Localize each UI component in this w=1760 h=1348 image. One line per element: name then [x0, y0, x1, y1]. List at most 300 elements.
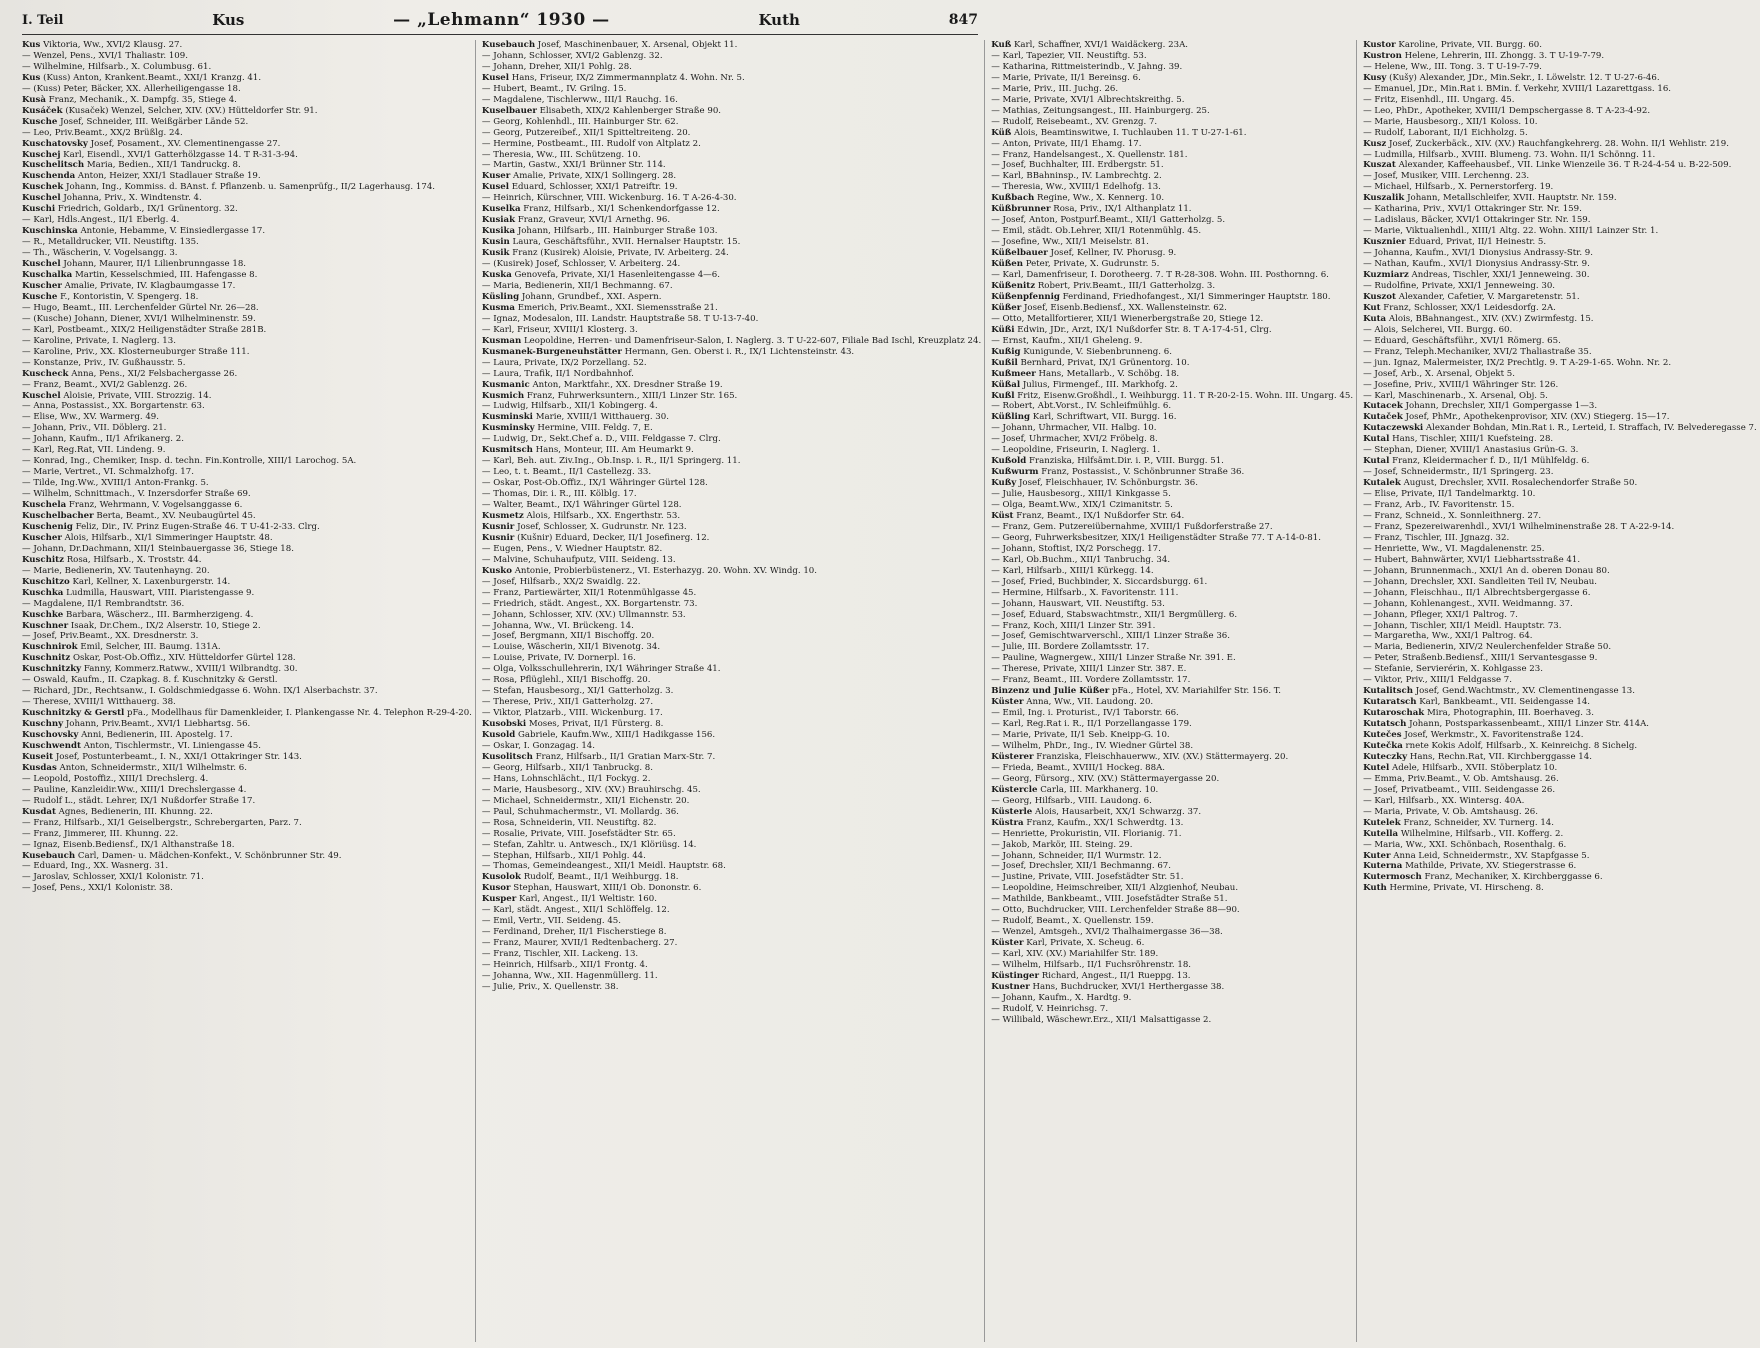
entry-details: — Julie, III. Bordere Zollamtsstr. 17. [991, 642, 1150, 653]
entry-details: — Mathias, Zeitungsangest., III. Hainburgerg. 25. [991, 105, 1210, 116]
entry-surname: Kuteczky [1363, 751, 1408, 762]
directory-entry [1363, 807, 1757, 818]
entry-details: — Ludwig, Hilfsarb., XII/1 Kobingerg. 4. [481, 401, 658, 412]
directory-entry [22, 741, 472, 752]
entry-surname: Kuska [481, 270, 512, 281]
directory-entry [991, 226, 1353, 237]
entry-details: — Wenzel, Amtsgeh., XVI/2 Thalhaimergasse 36—38. [991, 927, 1223, 938]
entry-details: — Helene, Ww., III. Tong. 3. T U-19-7-79. [1363, 61, 1542, 72]
entry-details: — Wilhelm, Hilfsarb., II/1 Fuchsröhrenstr. 18. [991, 960, 1192, 971]
entry-details: — Hubert, Bahnwärter, XVI/1 Liebhartsstraße 41. [1363, 554, 1581, 565]
directory-entry [482, 215, 981, 226]
entry-details: — Johann, Kohlenangest., XVII. Weidmanng. 37. [1363, 598, 1573, 609]
directory-entry [482, 139, 981, 150]
entry-details: — Frieda, Beamt., XVIII/1 Hockeg. 88A. [991, 762, 1166, 773]
entry-surname: Kutal [1363, 434, 1390, 445]
entry-details: Laura, Geschäftsführ., XVII. Hernalser Hauptstr. 15. [512, 237, 741, 248]
entry-details: — Stephan, Hilfsarb., XII/1 Pohlg. 44. [481, 850, 646, 861]
entry-surname: Kuseit [22, 751, 54, 762]
entry-details: Rosa, Hilfsarb., X. Troststr. 44. [66, 554, 202, 565]
entry-surname: Kuth [1363, 883, 1387, 894]
entry-surname: Küsling [481, 291, 520, 302]
directory-entry [482, 851, 981, 862]
directory-entry [22, 401, 472, 412]
directory-entry [482, 938, 981, 949]
directory-entry [1363, 522, 1757, 533]
directory-entry [1363, 741, 1757, 752]
entry-surname: Kusmetz [481, 510, 524, 521]
directory-entry [482, 248, 981, 259]
entry-details: Josef, Schlosser, X. Gudrunstr. Nr. 123. [517, 521, 687, 532]
directory-entry [991, 391, 1353, 402]
directory-entry [22, 883, 472, 894]
entry-details: — Richard, JDr., Rechtsanw., I. Goldschmiedgasse 6. Wohn. IX/1 Alserbachstr. 37. [22, 686, 378, 697]
entry-details: — Michael, Hilfsarb., X. Pernerstorferg. 19. [1363, 182, 1554, 193]
directory-entry [991, 752, 1353, 763]
entry-details: Alois, BBahnangest., XIV. (XV.) Zwirmfestg. 15. [1388, 313, 1594, 324]
entry-details: Johann, Metallschleifer, XVII. Hauptstr. Nr. 159. [1407, 193, 1617, 204]
entry-details: — Johann, Priv., VII. Döblerg. 21. [22, 423, 167, 434]
entry-details: — Franz, Spezereiwarenhdl., XVI/1 Wilhelminenstraße 28. T A-22-9-14. [1363, 521, 1675, 532]
directory-entry [991, 533, 1353, 544]
directory-entry [991, 621, 1353, 632]
entry-details: — Franz, Beamt., III. Vordere Zollamtsstr. 17. [991, 675, 1191, 686]
entry-details: — Marie, Private, II/1 Seb. Kneipp-G. 10. [991, 730, 1170, 741]
directory-entry [991, 829, 1353, 840]
entry-details: Andreas, Tischler, XXI/1 Jenneweing. 30. [1411, 270, 1590, 281]
directory-entry [482, 796, 981, 807]
entry-details: — Jaroslav, Schlosser, XXI/1 Kolonistr. 71. [22, 872, 204, 883]
directory-entry [22, 621, 472, 632]
entry-details: — Rosa, Schneiderin, VII. Neustiftg. 82. [481, 817, 657, 828]
directory-entry [991, 741, 1353, 752]
entry-details: — (Kuss) Peter, Bäcker, XX. Allerheiligengasse 18. [22, 83, 241, 94]
directory-entry [1363, 171, 1757, 182]
directory-entry [1363, 215, 1757, 226]
directory-entry [482, 840, 981, 851]
entry-details: Josef, Eisenb.Bediensf., XX. Wallensteinstr. 62. [1023, 302, 1227, 313]
entry-details: — Mathilde, Bankbeamt., VIII. Josefstädter Straße 51. [991, 894, 1228, 905]
directory-entry [991, 445, 1353, 456]
directory-entry [22, 215, 472, 226]
directory-entry [1363, 686, 1757, 697]
entry-details: — Maria, Bedienerin, XII/1 Bechmanng. 67. [481, 280, 673, 291]
entry-details: — Viktor, Platzarb., VIII. Wickenburg. 17. [481, 708, 663, 719]
entry-surname: Kuscher [22, 532, 62, 543]
directory-entry [991, 51, 1353, 62]
entry-details: Isaak, Dr.Chem., IX/2 Alserstr. 10, Stiege 2. [70, 620, 261, 631]
entry-details: — Ignaz, Eisenb.Bediensf., IX/1 Althanstraße 18. [22, 839, 235, 850]
entry-surname: Kutatsch [1363, 719, 1407, 730]
entry-surname: Kusmitsch [481, 445, 533, 456]
entry-details: Josef, Gend.Wachtmstr., XV. Clementinengasse 13. [1415, 686, 1635, 697]
directory-entry [991, 982, 1353, 993]
entry-details: — Marie, Hausbesorg., XIV. (XV.) Brauhirschg. 45. [481, 784, 701, 795]
directory-entry [22, 686, 472, 697]
directory-entry [482, 347, 981, 358]
entry-details: — Hans, Lohnschlächt., II/1 Fockyg. 2. [481, 773, 651, 784]
entry-surname: Küster [991, 697, 1024, 708]
entry-details: — Karl, BBahninsp., IV. Lambrechtg. 2. [991, 171, 1162, 182]
directory-entry [22, 555, 472, 566]
directory-entry [22, 500, 472, 511]
entry-surname: Kuschwendt [22, 741, 81, 751]
entry-details: — Johann, Pfleger, XXI/1 Paltrog. 7. [1363, 609, 1518, 620]
entry-surname: Küsterle [991, 806, 1033, 817]
entry-details: Josef, Werkmstr., X. Favoritenstraße 124. [1404, 730, 1584, 741]
entry-details: — Josef, Fried, Buchbinder, X. Siccardsburgg. 61. [991, 576, 1208, 587]
entry-details: Alexander, Kaffeehausbef., VII. Linke Wienzeile 36. T R-24-4-54 u. B-22-509. [1398, 160, 1732, 171]
entry-details: — Leo, PhDr., Apotheker, XVIII/1 Dempschergasse 8. T A-23-4-92. [1363, 105, 1651, 116]
directory-entry [991, 599, 1353, 610]
directory-entry [482, 653, 981, 664]
entry-details: Antonie, Probierbüstenerz., VI. Esterhazyg. 20. Wohn. XV. Windg. 10. [514, 565, 818, 576]
entry-details: Karl, Angest., II/1 Weltistr. 160. [519, 894, 657, 905]
directory-entry [22, 533, 472, 544]
directory-entry [1363, 281, 1757, 292]
entry-details: — Heinrich, Kürschner, VIII. Wickenburg. 16. T A-26-4-30. [481, 193, 737, 204]
directory-entry [1363, 818, 1757, 829]
entry-details: — Franz, Arb., IV. Favoritenstr. 15. [1363, 500, 1515, 511]
entry-details: — Franz, Schneid., X. Sonnleithnerg. 27. [1363, 510, 1542, 521]
directory-entry [22, 851, 472, 862]
directory-entry [482, 380, 981, 391]
entry-surname: Kusmanic [481, 379, 530, 390]
entry-details: Johann, Postsparkassenbeamt., XIII/1 Linzer Str. 414A. [1409, 719, 1650, 730]
entry-details: — Karoline, Private, I. Naglerg. 13. [22, 335, 176, 346]
entry-details: Ludmilla, Hauswart, VIII. Piaristengasse 9. [66, 587, 255, 598]
entry-surname: Kutermosch [1363, 872, 1422, 883]
entry-details: — Johann, Dreher, XII/1 Pohlg. 28. [481, 61, 632, 72]
entry-details: — Emil, Vertr., VII. Seideng. 45. [481, 916, 621, 927]
directory-entry [22, 785, 472, 796]
entry-details: — Marie, Viktualienhdl., XIII/1 Altg. 22. Wohn. XIII/1 Lainzer Str. 1. [1363, 226, 1659, 237]
entry-details: — Otto, Buchdrucker, VIII. Lerchenfelder Straße 88—90. [991, 905, 1240, 916]
directory-entry [482, 325, 981, 336]
entry-details: — Justine, Private, VIII. Josefstädter Str. 51. [991, 872, 1184, 883]
entry-details: Agnes, Bedienerin, III. Khunng. 22. [58, 806, 213, 817]
directory-entry [1363, 237, 1757, 248]
entry-surname: Kutaczewski [1363, 423, 1424, 434]
entry-surname: Kutečes [1363, 730, 1402, 741]
entry-details: — Leopold, Postoffiz., XIII/1 Drechslerg. 4. [22, 773, 209, 784]
entry-details: — Katharina, Priv., XVI/1 Ottakringer Str. Nr. 159. [1363, 204, 1582, 215]
entry-surname: Küßenitz [991, 280, 1036, 291]
directory-entry [22, 160, 472, 171]
directory-entry [1363, 95, 1757, 106]
entry-surname: Kusor [481, 883, 511, 894]
entry-details: Franziska, Hilfsämt.Dir. i. P., VIII. Burgg. 51. [1029, 456, 1224, 467]
entry-surname: Kutaratsch [1363, 697, 1417, 708]
entry-surname: Kutelek [1363, 817, 1401, 828]
directory-entry [482, 686, 981, 697]
entry-details: — Josef, Anton, Postpurf.Beamt., XII/1 Gatterholzg. 5. [991, 215, 1226, 226]
directory-entry [991, 423, 1353, 434]
directory-entry [991, 653, 1353, 664]
entry-details: — Georg, Kohlenhdl., III. Hainburger Str. 62. [481, 116, 679, 127]
directory-entry [22, 763, 472, 774]
directory-entry [1363, 369, 1757, 380]
directory-entry [482, 785, 981, 796]
entry-details: Franz, Postassist., V. Schönbrunner Straße 36. [1041, 467, 1245, 478]
entry-details: — Peter, Straßenb.Bediensf., XIII/1 Servantesgasse 9. [1363, 653, 1598, 664]
entry-details: Alois, Beamtinswitwe, I. Tuchlauben 11. T U-27-1-61. [1013, 127, 1247, 138]
directory-entry [991, 193, 1353, 204]
directory-entry [482, 522, 981, 533]
entry-surname: Kusdas [22, 762, 57, 773]
entry-details: — Pauline, Wagnergew., XIII/1 Linzer Straße Nr. 391. E. [991, 653, 1236, 664]
directory-entry [991, 84, 1353, 95]
entry-details: — Eugen, Pens., V. Wiedner Hauptstr. 82. [481, 543, 663, 554]
entry-details: Hermine, VIII. Feldg. 7, E. [537, 423, 653, 434]
directory-entry [482, 511, 981, 522]
directory-entry [1363, 434, 1757, 445]
directory-entry [482, 829, 981, 840]
entry-details: — Henriette, Ww., VI. Magdalenenstr. 25. [1363, 543, 1545, 554]
directory-entry [1363, 270, 1757, 281]
directory-entry [22, 861, 472, 872]
entry-details: Kunigunde, V. Siebenbrunneng. 6. [1023, 346, 1172, 357]
entry-details: — Maria, Ww., XXI. Schönbach, Rosenthalg. 6. [1363, 839, 1567, 850]
directory-entry [482, 610, 981, 621]
entry-details: Karl, Private, X. Scheug. 6. [1026, 938, 1145, 949]
entry-details: — Fritz, Eisenhdl., III. Ungarg. 45. [1363, 94, 1515, 105]
entry-details: Alois, Hilfsarb., XI/1 Simmeringer Hauptstr. 48. [64, 532, 273, 543]
entry-details: — Hermine, Hilfsarb., X. Favoritenstr. 111. [991, 587, 1179, 598]
directory-entry [1363, 489, 1757, 500]
directory-entry [482, 642, 981, 653]
directory-entry [1363, 752, 1757, 763]
directory-entry [22, 369, 472, 380]
directory-entry [991, 73, 1353, 84]
entry-details: Josef, PhMr., Apothekenprovisor, XIV. (XV.) Stiegerg. 15—17. [1405, 412, 1670, 423]
entry-surname: Kutalitsch [1363, 686, 1413, 697]
entry-details: — Elise, Private, II/1 Tandelmarktg. 10. [1363, 489, 1536, 500]
entry-details: — Hugo, Beamt., III. Lerchenfelder Gürtel Nr. 26—28. [22, 302, 259, 313]
entry-surname: Kuschelbacher [22, 510, 94, 521]
directory-entry [991, 993, 1353, 1004]
entry-details: — Stefan, Zahltr. u. Antwesch., IX/1 Klöriüsg. 14. [481, 839, 697, 850]
entry-details: — Magdalene, Tischlerww., III/1 Rauchg. 16. [481, 94, 678, 105]
entry-details: Franz, Beamt., IX/1 Nußdorfer Str. 64. [1016, 510, 1185, 521]
directory-entry [22, 139, 472, 150]
entry-details: Richard, Angest., II/1 Rueppg. 13. [1041, 971, 1191, 982]
entry-details: — Leopoldine, Heimschreiber, XII/1 Alzgienhof, Neubau. [991, 883, 1239, 894]
directory-entry [22, 664, 472, 675]
directory-entry [482, 128, 981, 139]
directory-entry [22, 73, 472, 84]
entry-details: Anton, Marktfahr., XX. Dresdner Straße 19. [532, 379, 723, 390]
directory-entry [22, 193, 472, 204]
entry-details: Hans, Buchdrucker, XVI/1 Herthergasse 38. [1032, 981, 1225, 992]
directory-entry [1363, 40, 1757, 51]
entry-details: — Marie, Priv., III. Juchg. 26. [991, 83, 1119, 94]
directory-entry [991, 292, 1353, 303]
entry-details: Karl, Bankbeamt., VII. Seidengasse 14. [1419, 697, 1591, 708]
entry-surname: Kusebauch [22, 850, 76, 861]
directory-entry [22, 708, 472, 719]
entry-surname: Küßling [991, 412, 1031, 423]
entry-details: Franz, Graveur, XVI/1 Arnethg. 96. [517, 215, 671, 226]
directory-entry [1363, 621, 1757, 632]
entry-surname: Kuschnitz [22, 653, 71, 664]
entry-details: Bernhard, Privat, IX/1 Grünentorg. 10. [1020, 357, 1190, 368]
entry-details: Anton, Tischlermstr., VI. Liniengasse 45. [83, 741, 261, 751]
directory-entry [1363, 292, 1757, 303]
entry-details: — Anton, Private, III/1 Ehamg. 17. [991, 138, 1142, 149]
entry-details: — Rosa, Pflüglehl., XII/1 Bischoffg. 20. [481, 675, 651, 686]
directory-entry [482, 467, 981, 478]
directory-entry [1363, 62, 1757, 73]
entry-details: Franz, Hilfsarb., XI/1 Schenkendorfgasse 12. [523, 204, 720, 215]
entry-surname: Kustor [1363, 40, 1396, 50]
directory-entry [482, 664, 981, 675]
entry-details: — Karl, Hilfsarb., XIII/1 Kürkegg. 14. [991, 565, 1154, 576]
entry-surname: Kusin [481, 237, 510, 248]
entry-surname: Kuszot [1363, 291, 1397, 302]
directory-entry [22, 358, 472, 369]
entry-details: Alexander Bohdan, Min.Rat i. R., Lerteid, I. Straffach, IV. Belvederegasse 7. [1425, 423, 1757, 434]
entry-surname: Kus [22, 40, 41, 50]
entry-details: Maria, Bedien., XII/1 Tandruckg. 8. [86, 160, 241, 171]
directory-entry [991, 347, 1353, 358]
entry-surname: Kuschnirok [22, 642, 78, 653]
entry-details: — Karl, Hdls.Angest., II/1 Eberlg. 4. [22, 215, 180, 226]
directory-entry [991, 106, 1353, 117]
entry-details: — Johann, Hauswart, VII. Neustiftg. 53. [991, 598, 1165, 609]
directory-entry [482, 500, 981, 511]
entry-surname: Kut [1363, 302, 1381, 313]
directory-entry [482, 588, 981, 599]
entry-surname: Kusáček [22, 105, 63, 116]
directory-entry [1363, 796, 1757, 807]
directory-entry [482, 818, 981, 829]
entry-details: — Ludmilla, Hilfsarb., XVIII. Blumeng. 73. Wohn. II/1 Schönng. 11. [1363, 149, 1656, 160]
entry-details: Hermine, Private, VI. Hirscheng. 8. [1389, 883, 1544, 894]
entry-details: — Karl, Ob.Buchm., XII/1 Tanbruchg. 34. [991, 554, 1171, 565]
entry-details: — Johanna, Ww., VI. Brückeng. 14. [481, 620, 634, 631]
directory-entry [482, 292, 981, 303]
entry-details: Franz, Kleidermacher f. D., II/1 Mühlfeldg. 6. [1392, 456, 1590, 467]
entry-details: — Georg, Hilfsarb., VIII. Laudong. 6. [991, 795, 1152, 806]
entry-details: — Louise, Wäscherin, XII/1 Bivenotg. 34. [481, 642, 661, 653]
entry-details: — (Kusche) Johann, Diener, XVI/1 Wilhelminenstr. 59. [22, 313, 256, 324]
entry-details: Josef, Postunterbeamt., I. N., XXI/1 Ottakringer Str. 143. [55, 751, 302, 762]
entry-details: Rudolf, Beamt., II/1 Weihburgg. 18. [523, 872, 679, 883]
entry-details: — Willibald, Wäschewr.Erz., XII/1 Malsattigasse 2. [991, 1014, 1212, 1025]
directory-entry [482, 401, 981, 412]
directory-entry [1363, 347, 1757, 358]
entry-details: — Olga, Beamt.Ww., XIX/1 Czimanitstr. 5. [991, 500, 1173, 511]
directory-entry [1363, 358, 1757, 369]
entry-details: Anton, Schneidermstr., XII/1 Wilhelmstr. 6. [59, 762, 247, 773]
directory-entry [22, 456, 472, 467]
entry-surname: Kuschinska [22, 226, 78, 237]
entry-details: — Johann, Stoftist, IX/2 Porschegg. 17. [991, 543, 1161, 554]
directory-entry [482, 971, 981, 982]
entry-details: — Karl, XIV. (XV.) Mariahilfer Str. 189. [991, 949, 1159, 960]
directory-entry [22, 642, 472, 653]
entry-details: — Georg, Putzereibef., XII/1 Spitteltreiteng. 20. [481, 127, 691, 138]
directory-entry [991, 927, 1353, 938]
entry-details: — Rudolf, Beamt., X. Quellenstr. 159. [991, 916, 1154, 927]
directory-entry [22, 237, 472, 248]
header-rule [22, 34, 978, 35]
entry-details: — Therese, XVIII/1 Witthauerg. 38. [22, 697, 176, 708]
entry-surname: Kuschny [22, 719, 64, 730]
directory-entry [991, 631, 1353, 642]
directory-entry [22, 412, 472, 423]
entry-details: — Johanna, Ww., XII. Hagenmüllerg. 11. [481, 971, 658, 982]
entry-details: — Johann, Kaufm., II/1 Afrikanerg. 2. [22, 434, 184, 445]
entry-surname: Kusminsky [481, 423, 535, 434]
entry-details: — Karl, Hilfsarb., XX. Wintersg. 40A. [1363, 795, 1525, 806]
directory-entry [1363, 829, 1757, 840]
entry-details: — Josef, Bergmann, XII/1 Bischoffg. 20. [481, 631, 655, 642]
directory-entry [482, 106, 981, 117]
entry-details: — Jakob, Markör, III. Steing. 29. [991, 839, 1133, 850]
directory-entry [991, 960, 1353, 971]
entry-details: — Eduard, Ing., XX. Wasnerg. 31. [22, 861, 169, 872]
directory-entry [482, 599, 981, 610]
entry-details: — Oskar, I. Gonzagag. 14. [481, 741, 595, 751]
directory-entry [482, 533, 981, 544]
entry-details: — Franz, Maurer, XVII/1 Redtenbacherg. 27. [481, 938, 678, 949]
entry-surname: Kusko [481, 565, 512, 576]
directory-entry [991, 336, 1353, 347]
entry-details: — Franz, Teleph.Mechaniker, XVI/2 Thaliastraße 35. [1363, 346, 1592, 357]
directory-entry [1363, 325, 1757, 336]
directory-entry [991, 807, 1353, 818]
entry-details: — Franz, Handelsangest., X. Quellenstr. 181. [991, 149, 1188, 160]
directory-entry [991, 62, 1353, 73]
page-number: 847 [948, 12, 978, 28]
directory-entry [22, 445, 472, 456]
directory-entry [22, 796, 472, 807]
entry-details: — Karl, städt. Angest., XII/1 Schlöffelg. 12. [481, 905, 670, 916]
entry-surname: Kutel [1363, 762, 1390, 773]
directory-entry [991, 478, 1353, 489]
entry-details: — jun. Ignaz, Malermeister, IX/2 Prechtlg. 9. T A-29-1-65. Wohn. Nr. 2. [1363, 357, 1672, 368]
entry-surname: Kusà [22, 94, 46, 105]
entry-details: rnete Kokis Adolf, Hilfsarb., X. Keinreichg. 8 Sichelg. [1405, 741, 1638, 751]
entry-details: — Johann, Schlosser, XIV. (XV.) Ullmannstr. 53. [481, 609, 686, 620]
entry-details: pFa., Hotel, XV. Mariahilfer Str. 156. T. [1112, 686, 1282, 697]
directory-entry [1363, 259, 1757, 270]
entry-details: — Josef, Eduard, Stabswachtmstr., XII/1 Bergmüllerg. 6. [991, 609, 1238, 620]
directory-entry [1363, 106, 1757, 117]
entry-details: — Margaretha, Ww., XXI/1 Paltrog. 64. [1363, 631, 1533, 642]
entry-details: Johann, Priv.Beamt., XVI/1 Liebhartsg. 56. [65, 719, 251, 730]
directory-entry [1363, 139, 1757, 150]
entry-surname: Kuszat [1363, 160, 1396, 171]
entry-details: Elisabeth, XIX/2 Kahlenberger Straße 90. [539, 105, 722, 116]
entry-details: — Konstanze, Priv., IV. Gußhausstr. 5. [22, 357, 186, 368]
directory-entry [1363, 182, 1757, 193]
directory-entry [1363, 675, 1757, 686]
directory-entry [482, 40, 981, 51]
directory-entry [482, 478, 981, 489]
directory-entry [22, 610, 472, 621]
entry-details: — Walter, Beamt., IX/1 Währinger Gürtel 128. [481, 500, 682, 511]
entry-details: — Josef, Buchhalter, III. Erdbergstr. 51. [991, 160, 1164, 171]
entry-details: — Th., Wäscherin, V. Vogelsangg. 3. [22, 248, 178, 259]
part-label: I. Teil [22, 12, 64, 28]
entry-surname: Kutacek [1363, 401, 1403, 412]
directory-entry [22, 40, 472, 51]
entry-details: — Ludwig, Dr., Sekt.Chef a. D., VIII. Feldgasse 7. Clrg. [481, 434, 721, 445]
directory-entry [482, 730, 981, 741]
